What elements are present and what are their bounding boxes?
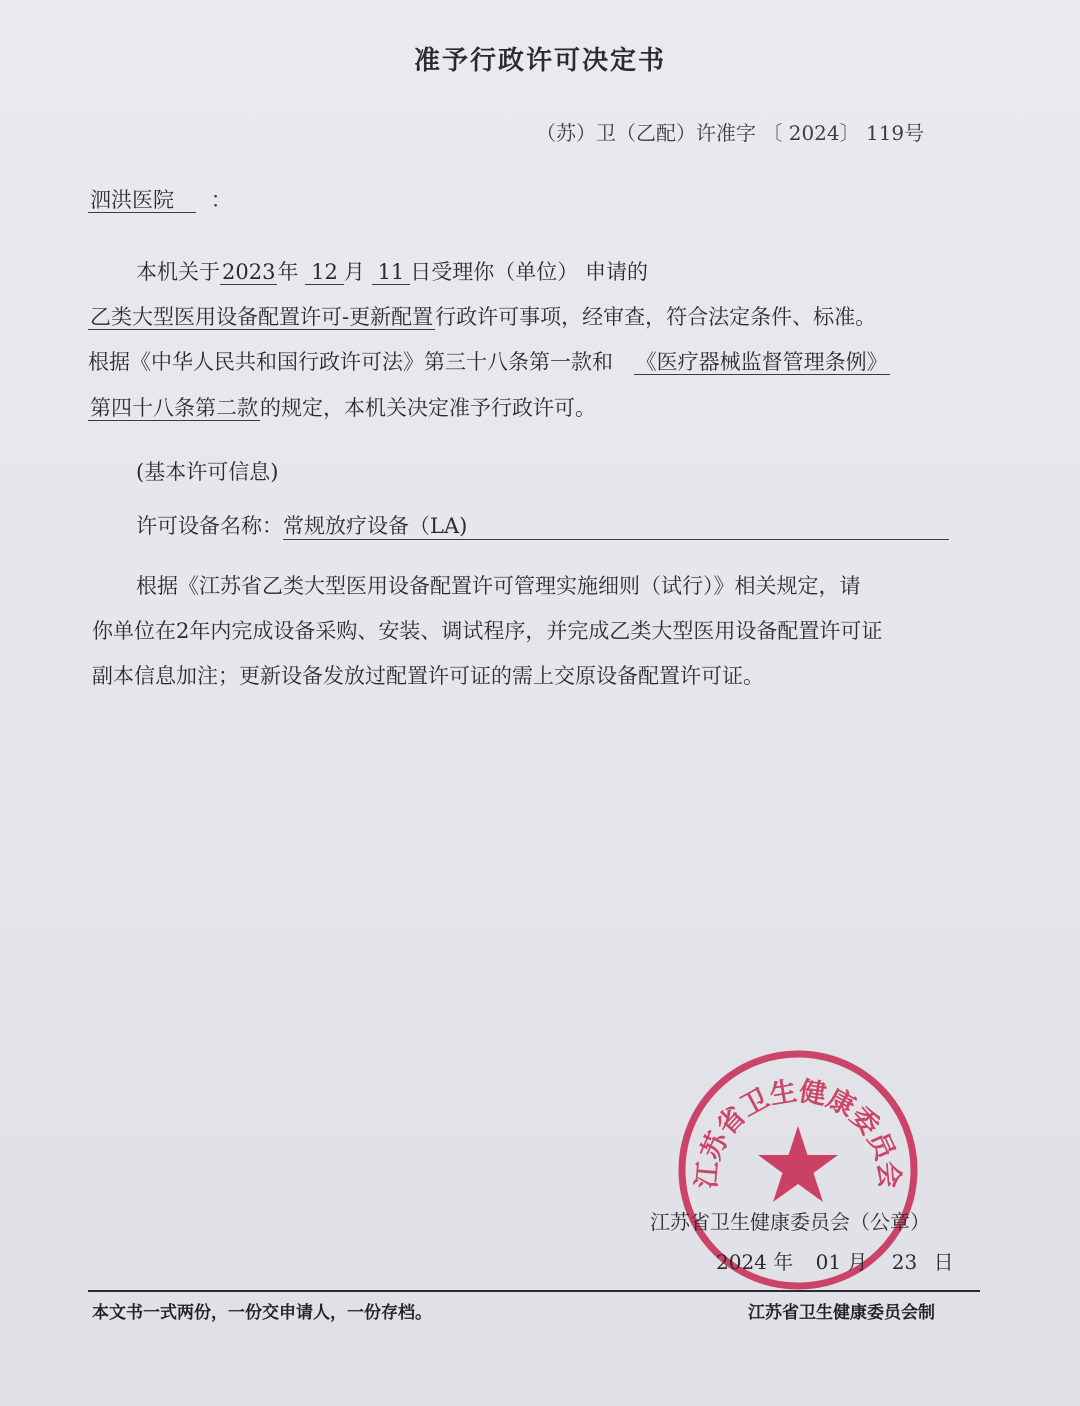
issue-date — [716, 1249, 954, 1275]
regulation-name: 《医疗器械监督管理条例》 — [635, 350, 888, 374]
addressee-colon: ： — [210, 188, 232, 212]
issuing-authority: 江苏省卫生健康委员会（公章） — [650, 1210, 930, 1234]
addressee — [88, 187, 232, 213]
text-segment: 行政许可事项，经审查，符合法定条件、标准。 — [435, 305, 877, 329]
footer-note: 本文书一式两份，一份交申请人，一份存档。 — [92, 1303, 432, 1323]
document-number: （苏）卫（乙配）许准字 〔 2024〕 119号 — [536, 121, 925, 145]
device-row — [136, 513, 949, 540]
text-segment: 年 — [277, 260, 299, 284]
issue-day-unit: 日 — [933, 1250, 954, 1274]
device-label: 许可设备名称： — [136, 514, 283, 538]
document-title: 准予行政许可决定书 — [413, 46, 666, 76]
seal-text: 江苏省卫生健康委员会 — [691, 1075, 905, 1190]
text-segment: 月 — [343, 260, 365, 284]
paragraph-2-line-2: 你单位在2年内完成设备采购、安装、调试程序，并完成乙类大型医用设备配置许可证 — [92, 619, 883, 643]
accepted-day: 11 — [372, 260, 411, 285]
text-segment: 本机关于 — [136, 260, 220, 284]
issue-year: 2024 — [716, 1250, 767, 1274]
issue-day: 23 — [891, 1250, 918, 1274]
paragraph-2-line-3: 副本信息加注；更新设备发放过配置许可证的需上交原设备配置许可证。 — [92, 664, 764, 688]
paragraph-1-line-2 — [88, 304, 876, 330]
text-segment: 的规定，本机关决定准予行政许可。 — [260, 396, 596, 420]
addressee-name: 泗洪医院 — [88, 188, 196, 213]
paragraph-1-line-1 — [136, 259, 648, 285]
footer-issuer: 江苏省卫生健康委员会制 — [748, 1303, 935, 1323]
issue-month-unit: 月 — [847, 1250, 868, 1274]
paragraph-2-line-1: 根据《江苏省乙类大型医用设备配置许可管理实施细则（试行）》相关规定，请 — [136, 574, 861, 598]
paragraph-1-line-4 — [88, 395, 596, 421]
paragraph-1-line-3 — [88, 349, 890, 375]
accepted-year: 2023 — [222, 260, 276, 284]
issue-month: 01 — [815, 1250, 842, 1274]
text-segment: 根据《中华人民共和国行政许可法》第三十八条第一款和 — [88, 350, 613, 374]
seal-star — [758, 1126, 838, 1202]
accepted-month: 12 — [305, 260, 344, 285]
issue-year-unit: 年 — [773, 1250, 794, 1274]
permit-item: 乙类大型医用设备配置许可-更新配置 — [90, 305, 434, 329]
regulation-article: 第四十八条第二款 — [90, 396, 258, 420]
basic-info-heading: (基本许可信息) — [136, 460, 279, 484]
device-value: 常规放疗设备（LA) — [283, 513, 949, 540]
footer-divider — [88, 1290, 980, 1292]
text-segment: 日受理你（单位） 申请的 — [410, 260, 648, 284]
